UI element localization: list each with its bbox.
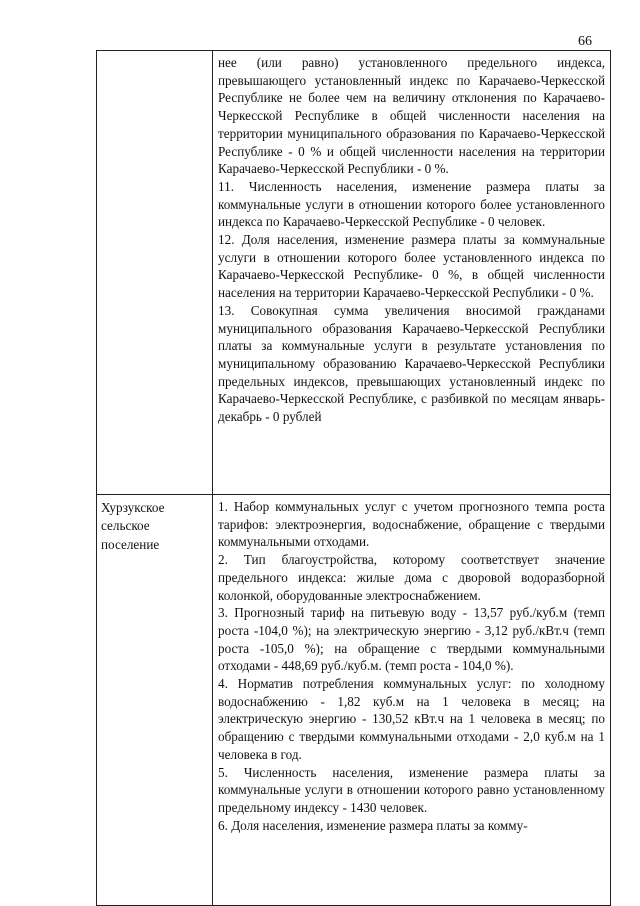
paragraph-continuation: нее (или равно) установленного предельного индекса, превышающего установленный индекс по Карачаево-Черкесской Республике не более чем на величину отклонения по Карачаево-Черкесской Республике в общей численности населения на территории муниципального образования по Карачаево-Черкесской Республике - 0 % и общей численности населения на территории Карачаево-Черкесской Республики - 0 %.	[218, 55, 605, 177]
paragraph-item-2: 2. Тип благоустройства, которому соответствует значение предельного индекса: жилые дома с дворовой водоразборной колонкой, оборудованные электроснабжением.	[218, 552, 605, 603]
paragraph-item-4: 4. Норматив потребления коммунальных услуг: по холодному водоснабжению - 1,82 куб.м на 1 человека в месяц; на электрическую энергию - 130,52 кВт.ч на 1 человека в месяц; по обращению с твердыми коммунальными отходами - 2,0 куб.м на 1 человека в год.	[218, 676, 605, 762]
table-row-upper	[97, 51, 611, 495]
paragraph-item-1: 1. Набор коммунальных услуг с учетом прогнозного темпа роста тарифов: электроэнергия, водоснабжение, обращение с твердыми коммунальными отходами.	[218, 499, 605, 550]
municipality-name-line-3: поселение	[101, 536, 160, 552]
municipality-cell-empty	[97, 51, 213, 495]
paragraph-item-3: 3. Прогнозный тариф на питьевую воду - 13,57 руб./куб.м (темп роста -104,0 %); на электрическую энергию - 3,12 руб./кВт.ч (темп роста -105,0 %); на обращение с твердыми коммунальными отходами - 448,69 руб./куб.м. (темп роста - 104,0 %).	[218, 605, 605, 674]
paragraph-item-5: 5. Численность населения, изменение размера платы за коммунальные услуги в отношении которого равно установленному предельному индексу - 1430 человек.	[218, 764, 605, 815]
municipality-name-line-1: Хурзукское	[101, 500, 165, 515]
paragraph-item-13: 13. Совокупная сумма увеличения вносимой гражданами муниципального образования Карачаево-Черкесской Республики платы за коммунальные услуги в результате установления по муниципальному образованию Карачаево-Черкесской Республики предельных индексов, превышающих установленный индекс по Карачаево-Черкесской Республике, с разбивкой по месяцам январь-декабрь - 0 рублей	[218, 302, 605, 425]
indicators-cell-lower	[213, 495, 611, 906]
paragraph-item-11: 11. Численность населения, изменение размера платы за коммунальные услуги в отношении которого более установленного индекса по Карачаево-Черкесской Республике - 0 человек.	[218, 178, 605, 230]
table-row-lower	[97, 495, 611, 906]
indicators-cell-upper	[213, 51, 611, 495]
paragraph-item-12: 12. Доля населения, изменение размера платы за коммунальные услуги в отношении которого более установленного индекса по Карачаево-Черкесской Республике- 0 %, в общей численности населения на территории Карачаево-Черкесской Республики - 0 %.	[218, 232, 605, 301]
paragraph-item-6: 6. Доля населения, изменение размера платы за комму-	[218, 817, 528, 833]
municipality-cell	[97, 495, 213, 906]
document-table	[96, 50, 611, 906]
municipality-name-line-2: сельское	[101, 518, 150, 534]
page-number: 66	[578, 34, 592, 49]
